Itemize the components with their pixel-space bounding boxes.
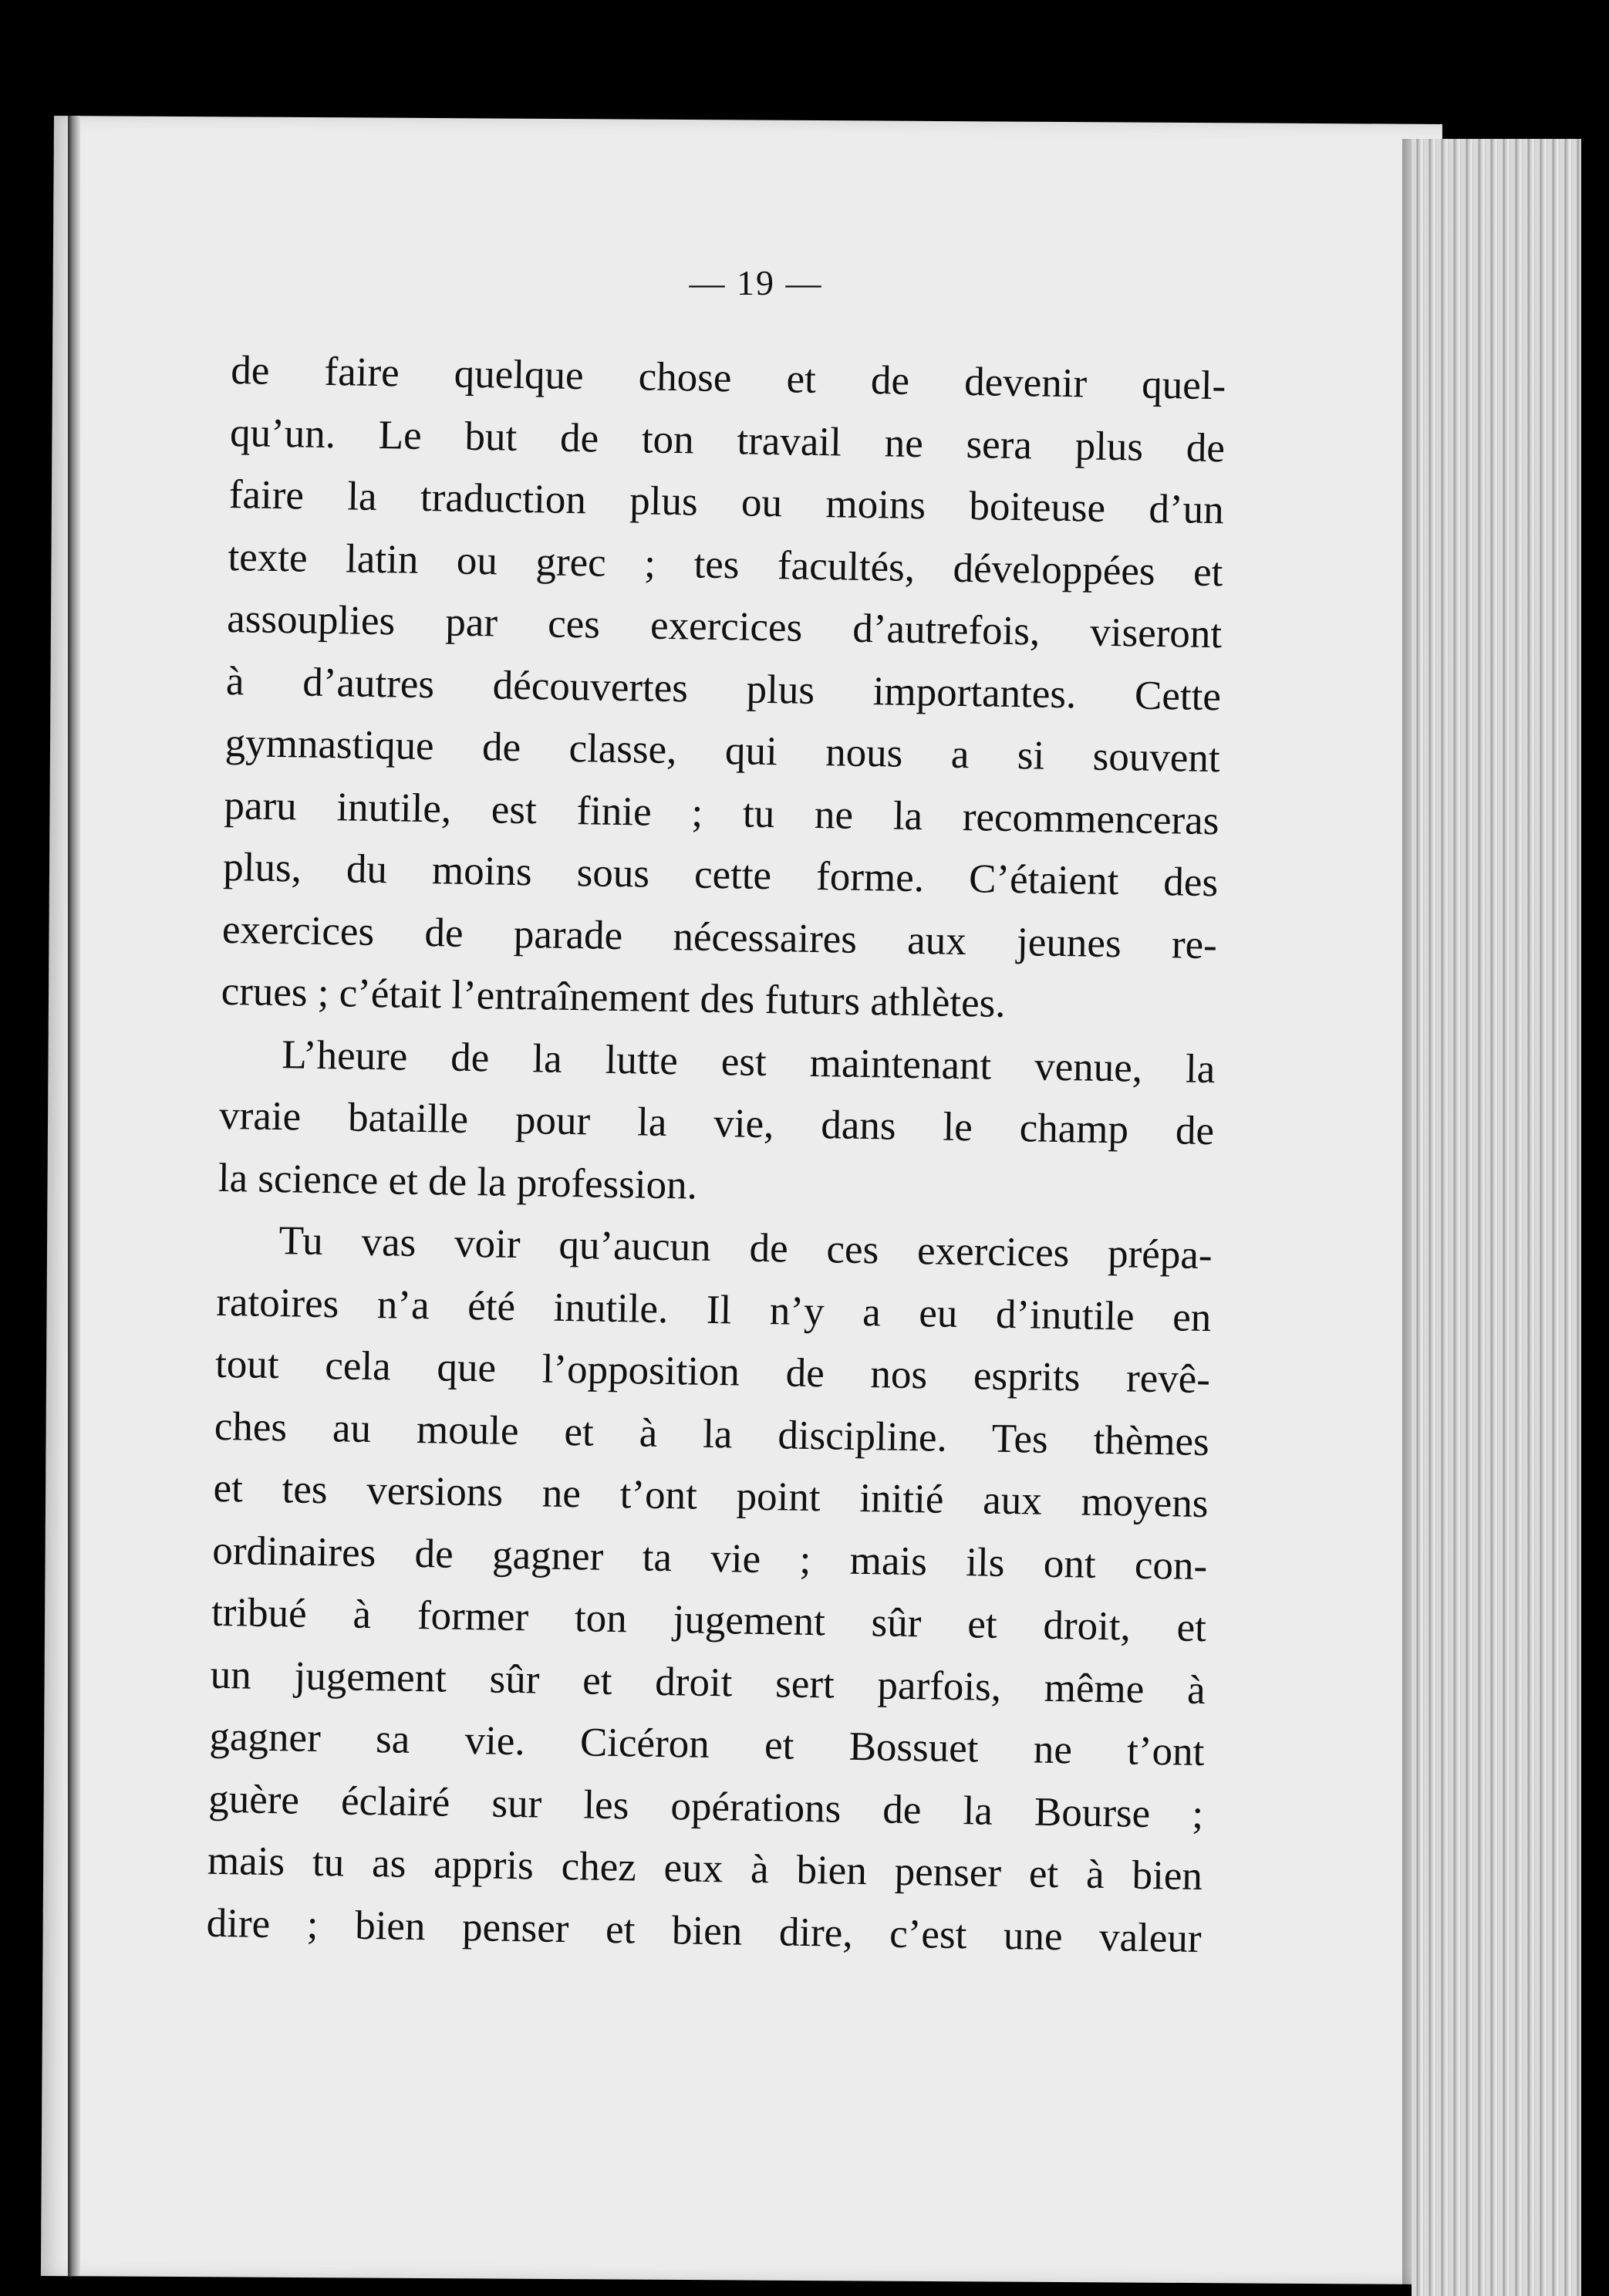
text-line: L’heure de la lutte est maintenant venue, la <box>281 1032 1216 1092</box>
text-line: ratoires n’a été inutile. Il n’y a eu d’inutile en <box>215 1279 1212 1340</box>
text-line: texte latin ou grec ; tes facultés, développées et <box>228 534 1223 595</box>
text-line: assouplies par ces exercices d’autrefois, viseront <box>226 596 1223 657</box>
text-line: dire ; bien penser et bien dire, c’est une valeur <box>206 1900 1203 1961</box>
text-line: paru inutile, est finie ; tu ne la recommenceras <box>224 782 1219 843</box>
page-number: — 19 — <box>689 263 823 302</box>
text-line: exercices de parade nécessaires aux jeunes re- <box>221 907 1218 967</box>
paragraph-2 <box>218 1022 1216 1224</box>
text-line: ordinaires de gagner ta vie ; mais ils ont con- <box>211 1528 1208 1589</box>
paragraph-1 <box>221 339 1226 1038</box>
body-text <box>206 339 1226 1970</box>
text-line: qu’un. Le but de ton travail ne sera plus de <box>229 410 1226 471</box>
text-line: mais tu as appris chez eux à bien penser et à bien <box>207 1838 1203 1899</box>
text-line: la science et de la profession. <box>218 1155 698 1208</box>
text-line: un jugement sûr et droit sert parfois, même à <box>210 1652 1206 1713</box>
text-line: à d’autres découvertes plus importantes. Cette <box>225 658 1222 719</box>
text-line: tout cela que l’opposition de nos esprits revê- <box>214 1341 1211 1403</box>
text-line: ches au moule et à la discipline. Tes thèmes <box>214 1403 1210 1464</box>
page-gutter <box>68 116 80 2276</box>
text-line: guère éclairé sur les opérations de la Bourse ; <box>207 1776 1204 1837</box>
text-line: et tes versions ne t’ont point initié aux moyens <box>213 1465 1209 1527</box>
text-line: crues ; c’était l’entraînement des futurs athlètes. <box>221 968 1006 1026</box>
text-line: tribué à former ton jugement sûr et droit, et <box>211 1589 1207 1651</box>
text-line: de faire quelque chose et de devenir quel- <box>230 347 1226 409</box>
text-line: plus, du moins sous cette forme. C’étaient des <box>222 844 1219 906</box>
text-line: gymnastique de classe, qui nous a si souvent <box>224 720 1221 782</box>
text-line: Tu vas voir qu’aucun de ces exercices prépa- <box>278 1218 1213 1278</box>
stacked-page-edges <box>1412 139 1581 2296</box>
paragraph-3 <box>206 1209 1213 1970</box>
text-line: gagner sa vie. Cicéron et Bossuet ne t’ont <box>209 1714 1205 1775</box>
text-line: vraie bataille pour la vie, dans le champ de <box>218 1092 1215 1154</box>
text-line: faire la traduction plus ou moins boiteuse d’un <box>228 471 1225 533</box>
